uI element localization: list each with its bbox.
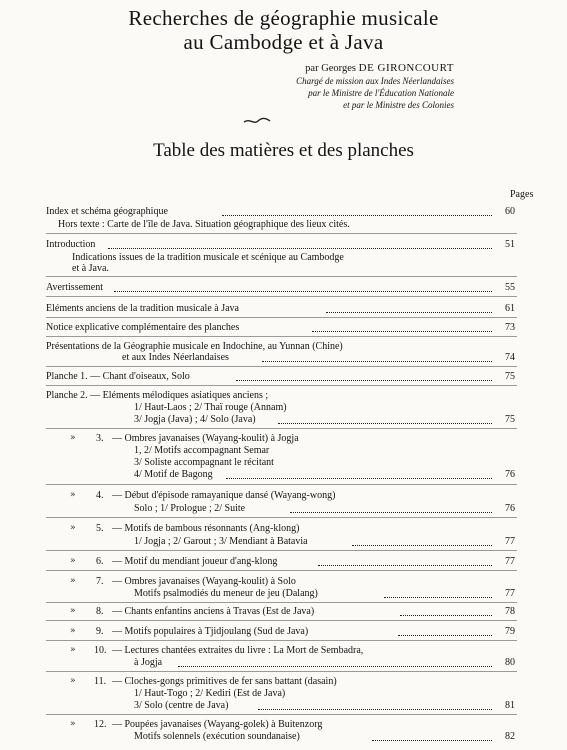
divider [46,714,517,715]
flourish-ornament-icon [242,116,272,126]
title-line-1: Recherches de géographie musicale [128,6,439,30]
entry-text: Introduction [46,239,96,250]
dot-leader [312,330,492,332]
entry-sub-2: et à Java. [72,263,109,274]
entry-text: Avertissement [46,282,104,293]
entry-text: — Lectures chantées extraites du livre : La Mort de Sembadra, [112,645,364,656]
divider [46,570,517,571]
ditto-mark: » [70,433,76,443]
entry-text: — Ombres javanaises (Wayang-koulit) à Solo [112,576,296,587]
page-number: 82 [505,731,515,742]
entry-sub-1: Motifs solennels (exécution soundanaise) [134,731,300,742]
ditto-mark: » [70,626,76,636]
entry-number: 3. [96,433,104,444]
dot-leader [318,564,492,566]
dot-leader [372,739,492,741]
entry-sub-2: 3/ Jogja (Java) ; 4/ Solo (Java) [134,414,256,425]
ditto-mark: » [70,676,76,686]
entry-text: Planche 2. — Eléments mélodiques asiatiques anciens ; [46,390,269,401]
entry-sub-1: 1/ Haut-Togo ; 2/ Kediri (Est de Java) [134,688,286,699]
divider [46,385,517,386]
author-role-2: par le Ministre de l'Éducation Nationale [308,88,454,98]
page-number: 77 [505,556,515,567]
dot-leader [108,247,492,249]
page-number: 80 [505,657,515,668]
entry-text: Planche 1. — Chant d'oiseaux, Solo [46,371,190,382]
page-number: 76 [505,503,515,514]
divider [46,620,517,621]
entry-sub-1: 1, 2/ Motifs accompagnant Semar [134,445,270,456]
divider [46,276,517,277]
divider [46,517,517,518]
entry-text: Eléments anciens de la tradition musicale à Java [46,303,239,314]
entry-number: 12. [94,719,107,730]
entry-sub-2: 3/ Soliste accompagnant le récitant [134,457,274,468]
page-number: 81 [505,700,515,711]
page-number: 77 [505,588,515,599]
dot-leader [326,311,492,313]
entry-sub-2: 3/ Solo (centre de Java) [134,700,229,711]
ditto-mark: » [70,556,76,566]
author-prefix: par Georges [305,63,356,74]
entry-sub-1: 1/ Haut-Laos ; 2/ Thaï rouge (Annam) [134,402,287,413]
entry-number: 7. [96,576,104,587]
toc-title: Table des matières et des planches [153,140,414,161]
dot-leader [262,360,492,362]
page-number: 75 [505,371,515,382]
entry-text: Notice explicative complémentaire des planches [46,322,240,333]
entry-text: — Motif du mendiant joueur d'ang-klong [112,556,278,567]
author-block [296,62,454,111]
divider [46,296,517,297]
entry-text: — Motifs de bambous résonnants (Ang-klong) [112,523,300,534]
dot-leader [226,477,492,479]
entry-number: 11. [94,676,107,687]
entry-number: 6. [96,556,104,567]
ditto-mark: » [70,523,76,533]
dot-leader [290,511,492,513]
page-number: 61 [505,303,515,314]
dot-leader [400,614,492,616]
page-number: 60 [505,206,515,217]
entry-sub-1: Motifs psalmodiés du meneur de jeu (Dalang) [134,588,318,599]
ditto-mark: » [70,606,76,616]
dot-leader [384,596,492,598]
dot-leader [222,214,492,216]
entry-sub-1: Solo ; 1/ Prologue ; 2/ Suite [134,503,246,514]
divider [46,336,517,337]
entry-text: — Chants enfantins anciens à Travas (Est de Java) [112,606,315,617]
entry-sub-1: à Jogja [134,657,163,668]
dot-leader [398,634,492,636]
author-role-1: Chargé de mission aux Indes Néerlandaises [296,76,454,86]
entry-number: 8. [96,606,104,617]
dot-leader [178,665,492,667]
entry-text: Présentations de la Géographie musicale en Indochine, au Yunnan (Chine) [46,341,343,352]
entry-number: 4. [96,490,104,501]
divider [46,428,517,429]
dot-leader [114,290,492,292]
ditto-mark: » [70,645,76,655]
ditto-mark: » [70,490,76,500]
ditto-mark: » [70,719,76,729]
page-number: 51 [505,239,515,250]
page-number: 76 [505,469,515,480]
entry-text: — Motifs populaires à Tjidjoulang (Sud de Java) [112,626,309,637]
entry-text: — Poupées javanaises (Wayang-golek) à Buitenzorg [112,719,323,730]
entry-text: Index et schéma géographique [46,206,168,217]
divider [46,640,517,641]
pages-column-header: Pages [510,189,534,200]
entry-number: 5. [96,523,104,534]
divider [46,602,517,603]
entry-text: — Cloches-gongs primitives de fer sans battant (dasain) [112,676,337,687]
dot-leader [352,544,492,546]
author-role-3: et par le Ministre des Colonies [343,100,454,110]
dot-leader [258,708,492,710]
divider [46,366,517,367]
page-number: 78 [505,606,515,617]
page-number: 55 [505,282,515,293]
dot-leader [236,379,492,381]
entry-number: 10. [94,645,107,656]
entry-sub-1: 1/ Jogja ; 2/ Garout ; 3/ Mendiant à Batavia [134,536,308,547]
divider [46,550,517,551]
page-number: 77 [505,536,515,547]
divider [46,317,517,318]
entry-sub-3: 4/ Motif de Bagong [134,469,213,480]
entry-sub: Hors texte : Carte de l'île de Java. Situation géographique des lieux cités. [58,219,350,230]
page-number: 73 [505,322,515,333]
ditto-mark: » [70,576,76,586]
title-line-2: au Cambodge et à Java [183,30,384,54]
divider [46,671,517,672]
entry-text: — Début d'épisode ramayanique dansé (Wayang-wong) [112,490,336,501]
entry-text: — Ombres javanaises (Wayang-koulit) à Jogja [112,433,299,444]
page-number: 75 [505,414,515,425]
author-name: DE GIRONCOURT [358,62,454,74]
entry-number: 9. [96,626,104,637]
divider [46,233,517,234]
page-number: 74 [505,352,515,363]
dot-leader [278,422,492,424]
entry-sub-1: Indications issues de la tradition musicale et scénique au Cambodge [72,252,344,263]
divider [46,484,517,485]
entry-text-2: et aux Indes Néerlandaises [122,352,229,363]
page-number: 79 [505,626,515,637]
